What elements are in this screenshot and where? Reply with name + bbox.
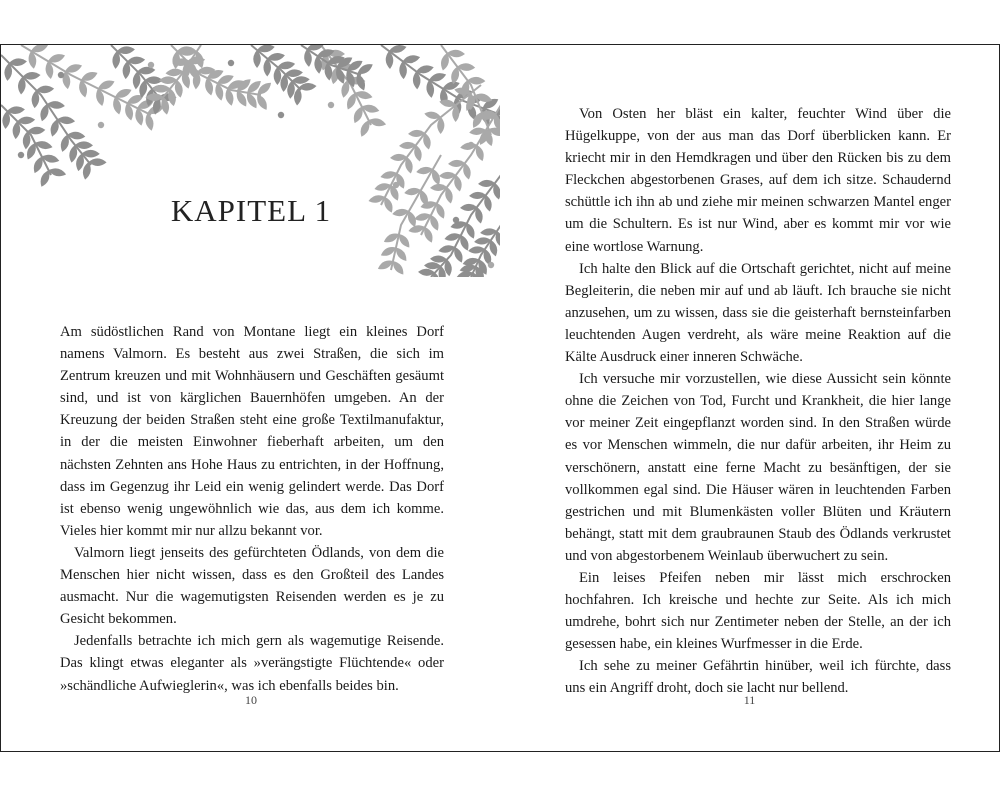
left-page-text xyxy=(60,321,444,697)
leaf-ornament xyxy=(1,45,501,277)
berry-shape xyxy=(278,112,284,118)
berry-shape xyxy=(98,122,104,128)
branch-stem xyxy=(111,45,161,100)
leaf-shape xyxy=(368,117,387,129)
paragraph: Ein leises Pfeifen neben mir lässt mich erschrocken hochfahren. Ich kreische und hechte zur Seite. Als ich mich umdrehe, bohrt sich nur Zentimeter neben der Stelle, an der ich gesessen habe, ein kleines Wurfmesser in die Erde. xyxy=(565,569,951,653)
paragraph: Ich versuche mir vorzustellen, wie diese Aussicht sein könnte ohne die Zeichen von Tod, Furcht und Krankheit, die hier lange vor meiner Zeit eingepflanzt worden sind. In den Straßen würde es vor Menschen wimmeln, die nur dafür arbeiten, ihr Heim zu verschönern, anstatt eine ferne Macht zu besänftigen, der sie vollkommen egal sind. Die Häuser wären in leuchtenden Farben gestrichen und mit Blumenkästen voller Blüten und Kräutern behängt, statt mit dem graubraunen Staub des Ödlands verkrustet und von abgestorbenem Weinlaub überwuchert zu sein. xyxy=(565,371,951,564)
berry-shape xyxy=(148,62,154,68)
leaf-shape xyxy=(144,112,156,131)
berry-shape xyxy=(18,152,24,158)
right-page-text xyxy=(565,103,951,700)
leaf-shape xyxy=(89,158,107,166)
leaf-shape xyxy=(48,167,67,179)
paragraph: Valmorn liegt jenseits des gefürchteten Ödlands, von dem die Menschen hier nicht wissen, dass es den Großteil des Landes ausmacht. Nur die wagemutigsten Reisenden werden es je zu Gesicht bekommen. xyxy=(60,544,444,628)
berry-shape xyxy=(58,72,64,78)
book-spread xyxy=(0,44,1000,752)
leaf-shape xyxy=(254,92,270,111)
berry-shape xyxy=(328,102,334,108)
page-number: 10 xyxy=(245,693,257,707)
paragraph: Ich halte den Blick auf die Ortschaft gerichtet, nicht auf meine Begleiterin, die neben mir auf und ab läuft. Ich brauche sie nicht anzusehen, um zu wissen, dass sie die geisterhaft bernsteinfarben leuchtenden Augen verdreht, als wäre meine Reaktion auf die Kälte Ausdruck einer inneren Schwäche. xyxy=(565,260,951,366)
paragraph: Jedenfalls betrachte ich mich gern als wagemutige Reisende. Das klingt etwas eleganter als »verängstigte Flüchtende« oder »schändliche Aufwieglerin«, was ich ebenfalls beides bin. xyxy=(60,633,444,694)
berry-shape xyxy=(393,182,399,188)
left-page xyxy=(0,44,502,752)
berry-shape xyxy=(468,142,474,148)
paragraph: Am südöstlichen Rand von Montane liegt ein kleines Dorf namens Valmorn. Es besteht aus zwei Straßen, die sich im Zentrum kreuzen und mit Wohnhäusern und Geschäften gesäumt sind, und ist von kärglichen Bauernhöfen umgeben. An der Kreuzung der beiden Straßen steht eine große Textilmanufaktur, in der die meisten Einwohner fieberhaft arbeiten, um den nächsten Zehnten ans Hohe Haus zu entrichten, in der Hoffnung, dass im Gegenzug ihr Leid ein wenig gelindert werde. Das Dorf ist ebenso wenig ungewöhnlich wie das, aus dem ich komme. Vieles hier kommt mir nur allzu bekannt vor. xyxy=(60,324,444,539)
paragraph: Ich sehe zu meiner Gefährtin hinüber, weil ich fürchte, dass uns ein Angriff droht, doch sie lacht nur bellend. xyxy=(565,658,951,697)
right-page xyxy=(500,44,1000,752)
chapter-title: KAPITEL 1 xyxy=(170,193,332,228)
berry-shape xyxy=(488,262,494,268)
paragraph: Von Osten her bläst ein kalter, feuchter Wind über die Hügelkuppe, von der aus man das Dorf überblicken kann. Er kriecht mir in den Hemdkragen und über den Rücken bis zu dem Fleckchen abgestorbenen Grases, auf dem ich sitze. Schaudernd schüttle ich ihn ab und ziehe mir meinen schwarzen Mantel enger um die Schultern. Es ist nur Wind, aber es kommt mir vor wie eine wortlose Warnung. xyxy=(565,106,951,255)
page-number: 11 xyxy=(743,693,756,707)
berry-shape xyxy=(228,60,234,66)
berry-shape xyxy=(408,57,414,63)
